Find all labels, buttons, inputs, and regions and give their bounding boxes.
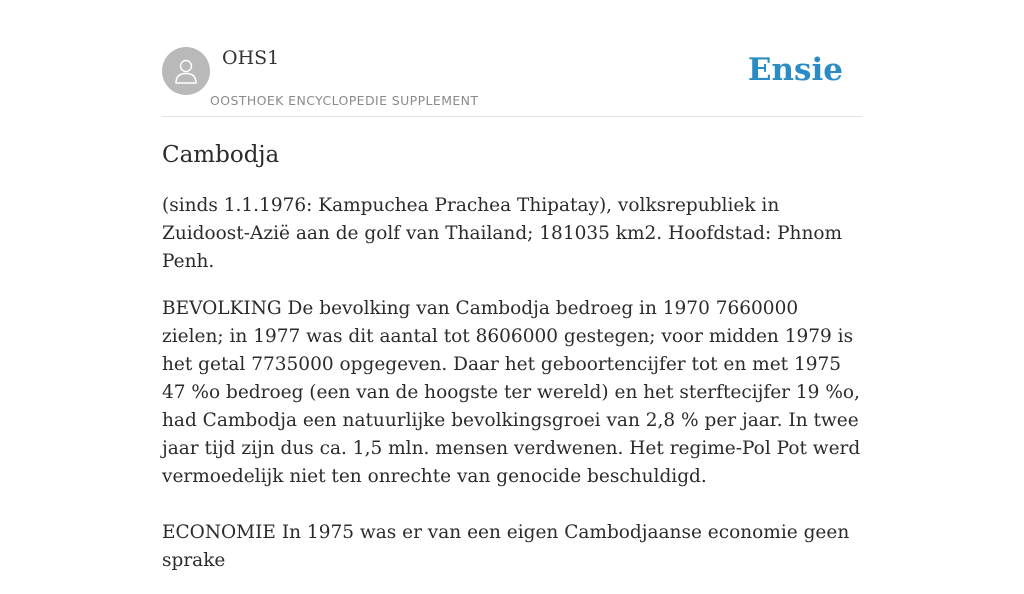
source-subtitle[interactable]: OOSTHOEK ENCYCLOPEDIE SUPPLEMENT [210, 93, 479, 108]
brand-logo-link[interactable]: Ensie [747, 52, 843, 88]
article-body [162, 192, 862, 594]
article-paragraph-intro: (sinds 1.1.1976: Kampuchea Prachea Thipatay), volksrepubliek in Zuidoost-Azië aan de golf van Thailand; 181035 km2. Hoofdstad: Phnom Penh. [162, 195, 843, 272]
user-icon [171, 56, 201, 86]
page [162, 0, 862, 571]
article-paragraph-bevolking: BEVOLKING De bevolking van Cambodja bedroeg in 1970 7660000 zielen; in 1977 was dit aantal tot 8606000 gestegen; voor midden 1979 is het getal 7735000 opgegeven. Daar het geboortencijfer tot en met 1975 47 %o bedroeg (een van de hoogste ter wereld) en het sterftecijfer 19 %o, had Cambodja een natuurlijke bevolkingsgroei van 2,8 % per jaar. In twee jaar tijd zijn dus ca. 1,5 mln. mensen verdwenen. Het regime-Pol Pot werd vermoedelijk niet ten onrechte van genocide beschuldigd. [162, 298, 861, 487]
article-paragraph-economie: ECONOMIE In 1975 was er van een eigen Cambodjaanse economie geen sprake [162, 522, 850, 571]
source-header [162, 0, 862, 117]
source-title[interactable]: OHS1 [222, 47, 280, 69]
article-title: Cambodja [162, 142, 280, 168]
avatar[interactable] [162, 47, 210, 95]
